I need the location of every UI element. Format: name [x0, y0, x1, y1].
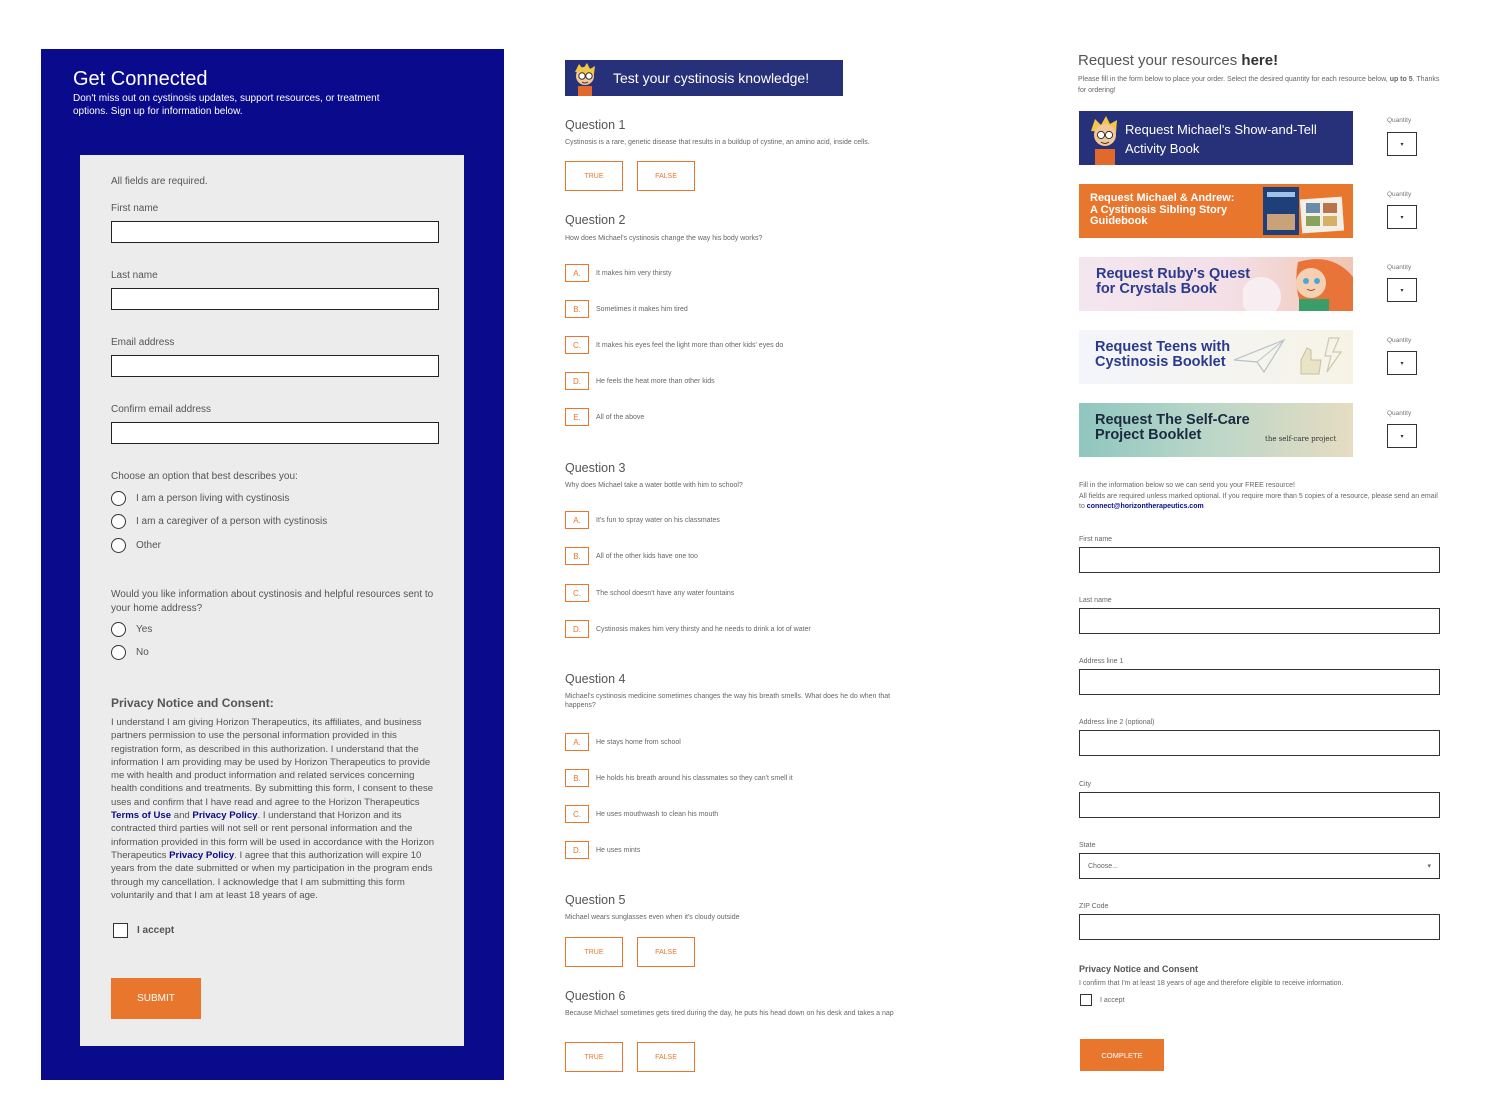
order-first-name-input[interactable] — [1079, 547, 1440, 573]
true-button[interactable]: TRUE — [565, 161, 623, 191]
false-button[interactable]: FALSE — [637, 937, 695, 967]
submit-button[interactable]: SUBMIT — [111, 978, 201, 1019]
option-text: He holds his breath around his classmates so they can't smell it — [596, 774, 793, 782]
answer-option[interactable] — [565, 733, 681, 751]
answer-option[interactable] — [565, 511, 720, 529]
resource-banner-rubys-quest[interactable] — [1079, 257, 1353, 311]
answer-option[interactable] — [565, 805, 718, 823]
option-letter[interactable]: B. — [565, 300, 589, 318]
required-note: All fields are required. — [111, 176, 208, 187]
signup-title: Get Connected — [73, 68, 208, 90]
option-text: It makes him very thirsty — [596, 269, 672, 277]
quantity-label: Quantity — [1387, 337, 1412, 344]
accept-checkbox-row[interactable] — [113, 923, 174, 938]
question-text: Because Michael sometimes gets tired during the day, he puts his head down on his desk and takes a nap — [565, 1010, 894, 1017]
question-text: Michael's cystinosis medicine sometimes changes the way his breath smells. What does he do when that happens? — [565, 693, 891, 709]
question-title: Question 3 — [565, 461, 626, 475]
privacy-policy-link-2[interactable]: Privacy Policy — [169, 849, 235, 861]
chevron-down-icon: ▾ — [1400, 141, 1404, 148]
radio-living-with-cystinosis[interactable] — [111, 491, 289, 506]
option-text: The school doesn't have any water fountains — [596, 589, 735, 597]
resource-line: A Cystinosis Sibling Story — [1090, 203, 1228, 216]
question-title: Question 2 — [565, 213, 626, 227]
radio-circle[interactable] — [111, 514, 126, 529]
chevron-down-icon: ▾ — [1400, 287, 1404, 294]
resource-title — [1095, 340, 1230, 370]
quantity-select[interactable] — [1387, 424, 1417, 448]
order-privacy-heading: Privacy Notice and Consent — [1079, 964, 1199, 974]
option-text: He uses mouthwash to clean his mouth — [596, 810, 719, 818]
resource-line: Request Teens with — [1095, 339, 1231, 355]
confirm-email-input[interactable] — [111, 422, 439, 444]
radio-label: Yes — [136, 624, 153, 635]
answer-option[interactable] — [565, 372, 715, 390]
option-text: Cystinosis makes him very thirsty and he needs to drink a lot of water — [596, 625, 811, 633]
quiz-banner-text: Test your cystinosis knowledge! — [613, 70, 810, 86]
false-button[interactable]: FALSE — [637, 1042, 695, 1072]
option-letter[interactable]: B. — [565, 769, 589, 787]
option-letter[interactable]: D. — [565, 620, 589, 638]
privacy-policy-link[interactable]: Privacy Policy — [192, 810, 258, 822]
privacy-text-part: and — [171, 810, 193, 822]
question-title: Question 5 — [565, 893, 626, 907]
quantity-select[interactable] — [1387, 351, 1417, 375]
radio-other[interactable] — [111, 538, 161, 553]
resource-title — [1125, 120, 1317, 158]
option-text: All of the above — [596, 413, 645, 421]
order-privacy-text: I confirm that I'm at least 18 years of age and therefore eligible to receive information. — [1079, 980, 1344, 987]
quiz-banner — [565, 60, 843, 96]
resource-banner-show-and-tell[interactable] — [1079, 111, 1353, 165]
radio-caregiver[interactable] — [111, 514, 327, 529]
state-label: State — [1079, 842, 1096, 849]
address-line1-label: Address line 1 — [1079, 658, 1124, 665]
resource-line: Project Booklet — [1095, 427, 1202, 444]
option-letter[interactable]: B. — [565, 547, 589, 565]
city-input[interactable] — [1079, 792, 1440, 818]
question-title: Question 4 — [565, 672, 626, 686]
answer-option[interactable] — [565, 336, 783, 354]
resource-banner-sibling-story[interactable] — [1079, 184, 1353, 238]
order-title-bold: here! — [1241, 52, 1279, 69]
chevron-down-icon: ▾ — [1400, 433, 1404, 440]
radio-no[interactable] — [111, 645, 149, 660]
quantity-label: Quantity — [1387, 117, 1412, 124]
option-letter[interactable]: E. — [565, 408, 589, 426]
order-subtitle-end: . Thanks for ordering! — [1078, 76, 1440, 94]
guidebook-cover-icon — [1261, 184, 1351, 238]
order-subtitle-text: Please fill in the form below to place your order. Select the desired quantity for each resource below, — [1078, 76, 1388, 83]
accept-label: I accept — [137, 925, 175, 936]
option-letter[interactable]: D. — [565, 372, 589, 390]
quantity-label: Quantity — [1387, 191, 1412, 198]
privacy-text-part: I understand I am giving Horizon Therapeutics, its affiliates, and business partners permission to use the personal information provided in this registration form, as described in this authorization. I understand that the information I am providing may be used by Horizon Therapeutics to provide me with health and product information and related services concerning health conditions and treatments. By submitting this form, I consent to these uses and confirm that I have read and agree to the Horizon Therapeutics — [111, 717, 434, 808]
first-name-input[interactable] — [111, 221, 439, 243]
order-title-prefix: Request your resources — [1078, 52, 1242, 69]
answer-option[interactable] — [565, 264, 671, 282]
michael-character-icon — [565, 60, 603, 96]
radio-label: I am a person living with cystinosis — [136, 493, 290, 504]
answer-option[interactable] — [565, 584, 734, 602]
option-text: He stays home from school — [596, 738, 681, 746]
state-select-value: Choose... — [1088, 862, 1118, 870]
option-text: It's fun to spray water on his classmates — [596, 516, 720, 524]
last-name-label: Last name — [1079, 597, 1112, 604]
option-text: He feels the heat more than other kids — [596, 377, 715, 385]
option-text: Sometimes it makes him tired — [596, 305, 688, 313]
question-text: How does Michael's cystinosis change the way his body works? — [565, 235, 763, 242]
order-accept-label: I accept — [1100, 996, 1125, 1004]
resource-title — [1096, 267, 1250, 297]
radio-circle[interactable] — [111, 538, 126, 553]
signup-subtitle: Don't miss out on cystinosis updates, support resources, or treatment options. Sign up for information below. — [73, 93, 380, 117]
false-button[interactable]: FALSE — [637, 161, 695, 191]
address-line1-input[interactable] — [1079, 669, 1440, 695]
option-letter[interactable]: A. — [565, 733, 589, 751]
privacy-text-part: . I agree that this authorization will expire 10 years from the date submitted or when my participation in the program ends through my cancellation. I acknowledge that I am submitting this form voluntarily and that I am at least 18 years of age. — [111, 849, 433, 901]
radio-label: Other — [136, 540, 162, 551]
first-name-label: First name — [1079, 536, 1113, 543]
zip-label: ZIP Code — [1079, 903, 1109, 910]
answer-option[interactable] — [565, 300, 688, 318]
order-info — [1079, 481, 1439, 513]
resource-line: Request The Self-Care — [1095, 412, 1250, 428]
radio-label: No — [136, 647, 149, 658]
order-info-line: Fill in the information below so we can send you your FREE resource! — [1079, 482, 1295, 489]
question-text: Cystinosis is a rare, genetic disease that results in a buildup of cystine, an amino acid, inside cells. — [565, 139, 870, 146]
resource-title — [1090, 193, 1234, 228]
resource-line: Request Michael & Andrew: — [1090, 192, 1235, 204]
email-label: Email address — [111, 337, 175, 348]
answer-option[interactable] — [565, 769, 793, 787]
radio-yes[interactable] — [111, 622, 152, 637]
order-accept-row[interactable] — [1080, 994, 1125, 1006]
option-letter[interactable]: D. — [565, 841, 589, 859]
order-title — [1078, 52, 1278, 69]
question-title: Question 6 — [565, 989, 626, 1003]
answer-option[interactable] — [565, 547, 698, 565]
order-subtitle — [1078, 74, 1443, 96]
state-select[interactable] — [1079, 853, 1440, 879]
resource-line: Activity Book — [1125, 141, 1200, 156]
radio-circle[interactable] — [111, 645, 126, 660]
option-text: He uses mints — [596, 846, 641, 854]
resource-title — [1095, 413, 1250, 443]
mail-question: Would you like information about cystinosis and helpful resources sent to your home address? — [111, 589, 434, 614]
quantity-select[interactable] — [1387, 205, 1417, 229]
option-letter[interactable]: C. — [565, 584, 589, 602]
radio-circle[interactable] — [111, 622, 126, 637]
quantity-select[interactable] — [1387, 132, 1417, 156]
answer-option[interactable] — [565, 408, 644, 426]
resource-line: Request Michael's Show-and-Tell — [1125, 122, 1317, 137]
question-text: Michael wears sunglasses even when it's cloudy outside — [565, 914, 740, 921]
privacy-text-part: . I understand that Horizon and its contracted third parties will not sell or rent personal information and the information provided in this form will be used in accordance with the Horizon Therapeutics — [111, 810, 435, 861]
address-line2-label: Address line 2 (optional) — [1079, 719, 1155, 726]
chevron-down-icon: ▾ — [1400, 360, 1404, 367]
address-line2-input[interactable] — [1079, 730, 1440, 756]
option-letter[interactable]: C. — [565, 805, 589, 823]
resource-line: Cystinosis Booklet — [1095, 354, 1226, 371]
city-label: City — [1079, 781, 1092, 788]
order-accept-checkbox[interactable] — [1080, 994, 1092, 1006]
option-letter[interactable]: A. — [565, 511, 589, 529]
resource-line: for Crystals Book — [1096, 281, 1217, 298]
describe-question: Choose an option that best describes you: — [111, 471, 298, 482]
self-care-tag: the self-care project — [1265, 435, 1337, 443]
terms-of-use-link[interactable]: Terms of Use — [111, 810, 172, 822]
quantity-label: Quantity — [1387, 264, 1412, 271]
zip-input[interactable] — [1079, 914, 1440, 940]
chevron-down-icon: ▾ — [1427, 863, 1431, 870]
last-name-label: Last name — [111, 270, 158, 281]
first-name-label: First name — [111, 203, 159, 214]
option-letter[interactable]: A. — [565, 264, 589, 282]
complete-button[interactable]: COMPLETE — [1080, 1039, 1164, 1071]
true-button[interactable]: TRUE — [565, 937, 623, 967]
privacy-text — [111, 716, 435, 902]
signup-form — [80, 155, 464, 1046]
order-subtitle-bold: up to 5 — [1389, 76, 1413, 83]
ruby-character-icon — [1243, 257, 1353, 311]
signup-panel — [41, 49, 504, 1080]
resource-banner-teens-booklet[interactable] — [1079, 330, 1353, 384]
answer-option[interactable] — [565, 620, 811, 638]
option-letter[interactable]: C. — [565, 336, 589, 354]
answer-option[interactable] — [565, 841, 640, 859]
email-input[interactable] — [111, 355, 439, 377]
confirm-email-label: Confirm email address — [111, 404, 212, 415]
option-text: It makes his eyes feel the light more than other kids' eyes do — [596, 341, 784, 349]
michael-character-icon — [1083, 111, 1129, 165]
option-text: All of the other kids have one too — [596, 552, 698, 560]
last-name-input[interactable] — [111, 288, 439, 310]
resource-banner-self-care[interactable] — [1079, 403, 1353, 457]
chevron-down-icon: ▾ — [1400, 214, 1404, 221]
accept-checkbox[interactable] — [113, 923, 128, 938]
order-last-name-input[interactable] — [1079, 608, 1440, 634]
paper-plane-icon — [1229, 330, 1349, 384]
question-title: Question 1 — [565, 118, 626, 132]
order-info-text: All fields are required unless marked optional. If you require more than 5 copies of a resource, please send an email to — [1079, 492, 1438, 510]
quantity-select[interactable] — [1387, 278, 1417, 302]
quantity-label: Quantity — [1387, 410, 1412, 417]
contact-email-link[interactable]: connect@horizontherapeutics.com — [1086, 503, 1204, 510]
resource-line: Guidebook — [1090, 215, 1148, 228]
order-info-line — [1079, 492, 1439, 513]
true-button[interactable]: TRUE — [565, 1042, 623, 1072]
radio-circle[interactable] — [111, 491, 126, 506]
privacy-heading: Privacy Notice and Consent: — [111, 696, 274, 710]
resource-line: Request Ruby's Quest — [1096, 266, 1251, 282]
question-text: Why does Michael take a water bottle with him to school? — [565, 482, 743, 489]
radio-label: I am a caregiver of a person with cystinosis — [136, 516, 328, 527]
